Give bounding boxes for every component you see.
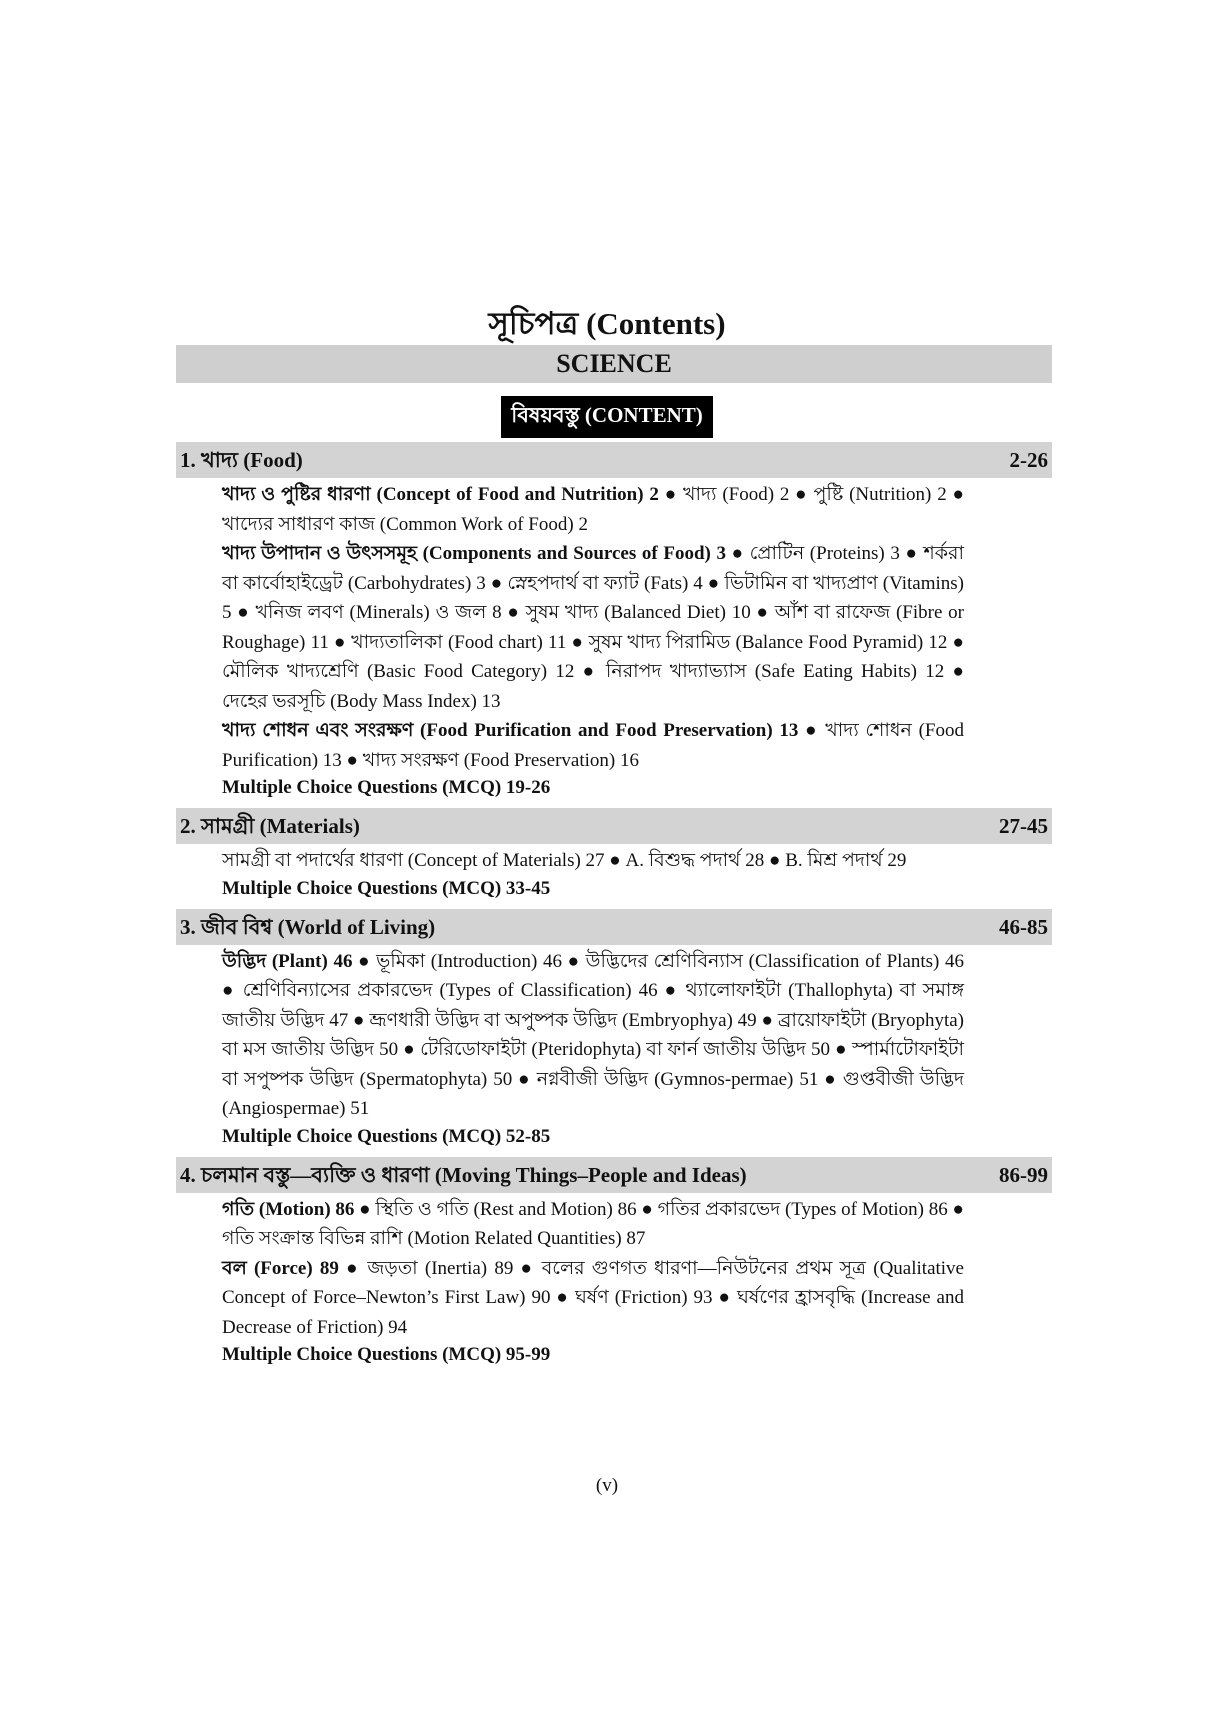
topic-text: ● খাদ্য শোধন (Food Purification) 13 ● খাদ্য সংরক্ষণ (Food Preservation) 16 <box>222 720 964 771</box>
chapter-body <box>222 945 964 1149</box>
chapter-3 <box>176 909 1052 1149</box>
mcq-line: Multiple Choice Questions (MCQ) 95-99 <box>222 1344 551 1365</box>
chapter-header <box>176 442 1052 478</box>
topic-heading: বল (Force) 89 <box>222 1257 339 1279</box>
mcq-line: Multiple Choice Questions (MCQ) 33-45 <box>222 877 551 899</box>
chapter-pages: 2-26 <box>1009 448 1048 472</box>
chapter-heading: 3. জীব বিশ্ব (World of Living) <box>180 914 436 939</box>
topic-paragraph <box>222 480 964 539</box>
chapter-pages: 27-45 <box>999 814 1048 838</box>
chapter-header <box>176 808 1052 844</box>
chapter-body <box>222 1193 964 1368</box>
topic-paragraph <box>222 947 964 1124</box>
topic-heading: খাদ্য উপাদান ও উৎসসমূহ (Components and Sources of Food) 3 <box>222 543 726 564</box>
topic-paragraph <box>222 846 964 876</box>
mcq-line: Multiple Choice Questions (MCQ) 52-85 <box>222 1125 551 1147</box>
topic-text: ● প্রোটিন (Proteins) 3 ● শর্করা বা কার্বোহাইড্রেট (Carbohydrates) 3 ● স্নেহপদার্থ বা ফ্যাট (Fats) 4 ● ভিটামিন বা খাদ্যপ্রাণ (Vitamins) 5 ● খনিজ লবণ (Minerals) ও জল 8 ● সুষম খাদ্য (Balanced Diet) 10 ● আঁশ বা রাফেজ (Fibre or Roughage) 11 ● খাদ্যতালিকা (Food chart) 11 ● সুষম খাদ্য পিরামিড (Balance Food Pyramid) 12 ● মৌলিক খাদ্যশ্রেণি (Basic Food Category) 12 ● নিরাপদ খাদ্যাভ্যাস (Safe Eating Habits) 12 ● দেহের ভরসূচি (Body Mass Index) 13 <box>222 543 964 712</box>
topic-text: ● জড়তা (Inertia) 89 ● বলের গুণগত ধারণা—নিউটনের প্রথম সূত্র (Qualitative Concept of Force–Newton’s First Law) 90 ● ঘর্ষণ (Friction) 93 ● ঘর্ষণের হ্রাসবৃদ্ধি (Increase and Decrease of Friction) 94 <box>222 1257 964 1338</box>
chapter-heading: 2. সামগ্রী (Materials) <box>180 814 360 838</box>
chapter-pages: 46-85 <box>999 914 1048 939</box>
topic-heading: খাদ্য শোধন এবং সংরক্ষণ (Food Purification and Food Preservation) 13 <box>222 720 799 741</box>
topic-paragraph <box>222 716 964 775</box>
topic-text: ● খাদ্য (Food) 2 ● পুষ্টি (Nutrition) 2 ● খাদ্যের সাধারণ কাজ (Common Work of Food) 2 <box>222 484 964 535</box>
content-label: বিষয়বস্তু (CONTENT) <box>501 396 713 438</box>
topic-paragraph <box>222 1195 964 1254</box>
topic-heading: গতি (Motion) 86 <box>222 1198 355 1220</box>
chapter-2 <box>176 808 1052 901</box>
mcq-line: Multiple Choice Questions (MCQ) 19-26 <box>222 777 551 798</box>
page-number: (v) <box>595 1475 619 1496</box>
chapter-1 <box>176 442 1052 800</box>
topic-heading: উদ্ভিদ (Plant) 46 <box>222 950 353 972</box>
chapter-heading: 1. খাদ্য (Food) <box>180 448 303 472</box>
page-title: সূচিপত্র (Contents) <box>488 306 726 341</box>
chapter-heading: 4. চলমান বস্তু—ব্যক্তি ও ধারণা (Moving Things–People and Ideas) <box>180 1162 747 1187</box>
topic-paragraph <box>222 539 964 716</box>
content-label-box <box>0 396 1214 438</box>
chapter-body <box>222 478 964 800</box>
chapter-list <box>176 442 1052 1375</box>
topic-heading: খাদ্য ও পুষ্টির ধারণা (Concept of Food and Nutrition) 2 <box>222 484 659 505</box>
chapter-pages: 86-99 <box>999 1162 1048 1187</box>
chapter-4 <box>176 1157 1052 1368</box>
subject-heading: SCIENCE <box>176 345 1052 383</box>
topic-text: ● ভূমিকা (Introduction) 46 ● উদ্ভিদের শ্রেণিবিন্যাস (Classification of Plants) 46 ● শ্রেণিবিন্যাসের প্রকারভেদ (Types of Classification) 46 ● থ্যালোফাইটা (Thallophyta) বা সমাঙ্গ জাতীয় উদ্ভিদ 47 ● ভ্রূণধারী উদ্ভিদ বা অপুষ্পক উদ্ভিদ (Embryophya) 49 ● ব্রায়োফাইটা (Bryophyta) বা মস জাতীয় উদ্ভিদ 50 ● টেরিডোফাইটা (Pteridophyta) বা ফার্ন জাতীয় উদ্ভিদ 50 ● স্পার্মাটোফাইটা বা সপুষ্পক উদ্ভিদ (Spermatophyta) 50 ● নগ্নবীজী উদ্ভিদ (Gymnos-permae) 51 ● গুপ্তবীজী উদ্ভিদ (Angiospermae) 51 <box>222 950 965 1119</box>
chapter-header <box>176 1157 1052 1193</box>
chapter-header <box>176 909 1052 945</box>
topic-text: ● স্থিতি ও গতি (Rest and Motion) 86 ● গতির প্রকারভেদ (Types of Motion) 86 ● গতি সংক্রান্ত বিভিন্ন রাশি (Motion Related Quantities) 87 <box>222 1198 964 1249</box>
chapter-body <box>222 844 964 901</box>
topic-paragraph <box>222 1254 964 1343</box>
topic-text: সামগ্রী বা পদার্থের ধারণা (Concept of Materials) 27 ● A. বিশুদ্ধ পদার্থ 28 ● B. মিশ্র পদার্থ 29 <box>222 850 907 871</box>
